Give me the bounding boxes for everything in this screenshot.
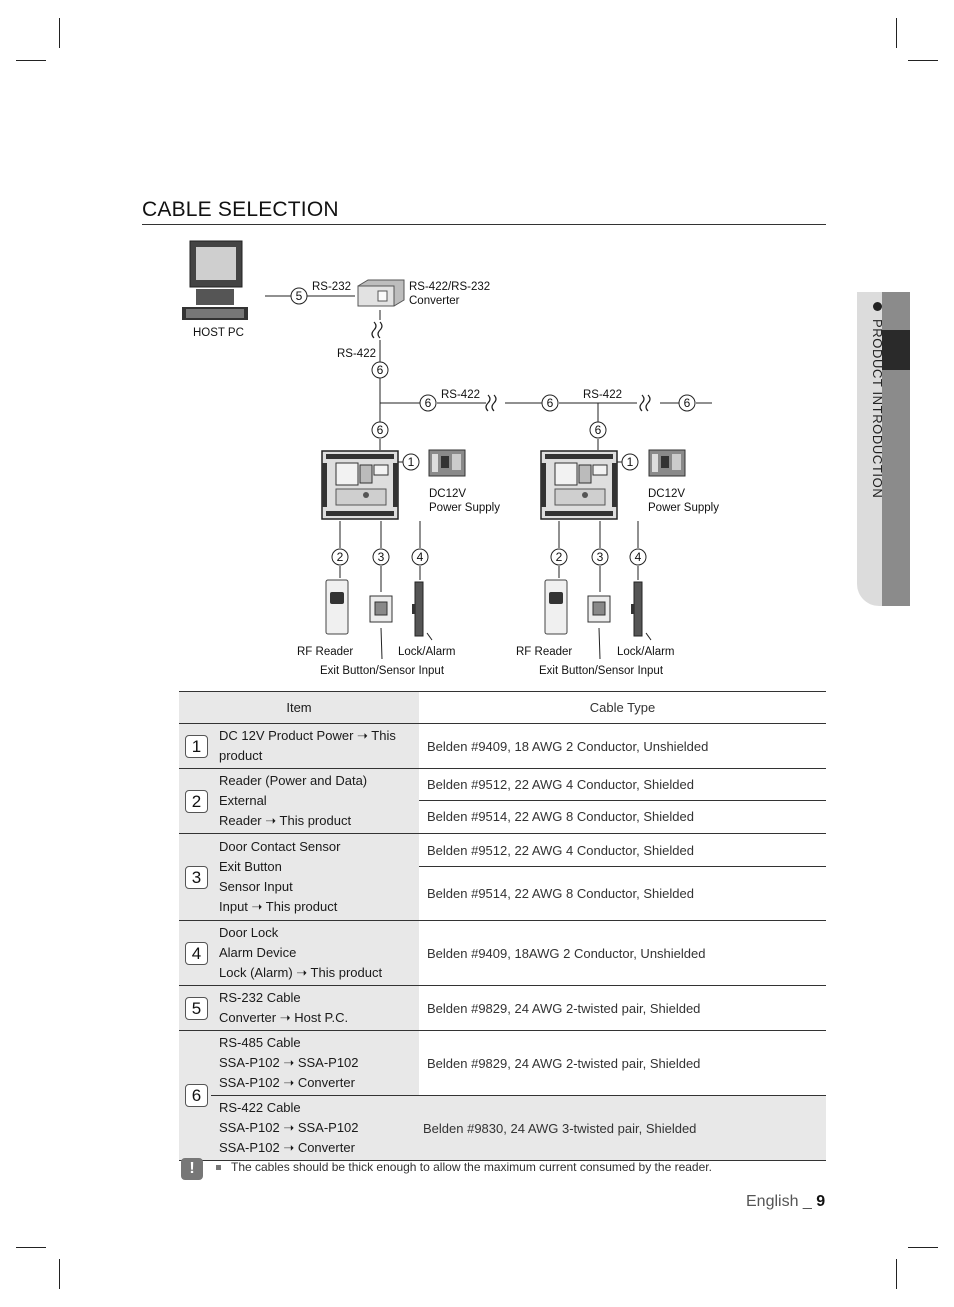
svg-text:6: 6 bbox=[424, 396, 432, 410]
table-row bbox=[179, 986, 826, 1031]
table-row bbox=[179, 1096, 826, 1161]
lock-icon bbox=[631, 582, 642, 636]
cable-type-cell: Belden #9514, 22 AWG 8 Conductor, Shielded bbox=[419, 800, 826, 833]
svg-text:5: 5 bbox=[295, 289, 303, 303]
item-number-badge: 1 bbox=[185, 735, 208, 758]
item-cell: Reader (Power and Data) External Reader ➝ This product bbox=[211, 769, 419, 834]
item-cell: Door Lock Alarm Device Lock (Alarm) ➝ This product bbox=[211, 921, 419, 986]
rs232-label: RS-232 bbox=[312, 281, 351, 293]
exit-button-label: Exit Button/Sensor Input bbox=[320, 665, 445, 677]
cable-type-cell: Belden #9829, 24 AWG 2-twisted pair, Shielded bbox=[419, 1031, 826, 1096]
item-number-badge: 5 bbox=[185, 997, 208, 1020]
power-supply-label: Power Supply bbox=[648, 502, 719, 514]
item-cell: RS-232 Cable Converter ➝ Host P.C. bbox=[211, 986, 419, 1031]
cable-type-cell: Belden #9512, 22 AWG 4 Conductor, Shielded bbox=[419, 769, 826, 801]
bullet-icon bbox=[216, 1165, 221, 1170]
controller-board-icon bbox=[322, 451, 398, 519]
cable-type-cell: Belden #9409, 18AWG 2 Conductor, Unshielded bbox=[419, 921, 826, 986]
converter-icon bbox=[358, 280, 404, 306]
svg-text:2: 2 bbox=[336, 550, 344, 564]
crop-mark bbox=[16, 1247, 46, 1248]
svg-text:6: 6 bbox=[683, 396, 691, 410]
item-number-badge: 2 bbox=[185, 790, 208, 813]
cable-type-cell: Belden #9514, 22 AWG 8 Conductor, Shielded bbox=[419, 867, 826, 921]
rs422-label: RS-422 bbox=[583, 389, 622, 401]
dc12v-label: DC12V bbox=[648, 488, 686, 500]
table-row bbox=[179, 1031, 826, 1096]
svg-text:4: 4 bbox=[416, 550, 424, 564]
svg-text:6: 6 bbox=[376, 423, 384, 437]
table-row bbox=[179, 769, 826, 801]
item-number-badge: 4 bbox=[185, 942, 208, 965]
controller-board-icon bbox=[541, 451, 617, 519]
host-pc-icon bbox=[182, 241, 248, 320]
page-title: CABLE SELECTION bbox=[142, 198, 826, 225]
marker-1 bbox=[622, 454, 638, 470]
rf-reader-label: RF Reader bbox=[297, 646, 354, 658]
section-tab-label: PRODUCT INTRODUCTION bbox=[870, 302, 885, 498]
marker-5 bbox=[291, 288, 307, 304]
table-header bbox=[179, 692, 826, 724]
note bbox=[216, 1160, 712, 1174]
item-number-badge: 3 bbox=[185, 866, 208, 889]
marker-6 bbox=[679, 395, 695, 411]
table-row bbox=[179, 724, 826, 769]
power-supply-icon bbox=[429, 450, 465, 476]
lock-icon bbox=[412, 582, 423, 636]
item-cell: DC 12V Product Power ➝ This product bbox=[211, 724, 419, 769]
item-cell: Door Contact Sensor Exit Button Sensor Input Input ➝ This product bbox=[211, 834, 419, 921]
rf-reader-icon bbox=[326, 580, 348, 634]
marker-6 bbox=[590, 422, 606, 438]
caution-icon: ! bbox=[181, 1158, 203, 1180]
note-text: The cables should be thick enough to allow the maximum current consumed by the reader. bbox=[231, 1160, 712, 1174]
marker-6 bbox=[372, 422, 388, 438]
rf-reader-icon bbox=[545, 580, 567, 634]
cable-type-cell: Belden #9409, 18 AWG 2 Conductor, Unshielded bbox=[419, 724, 826, 769]
lock-alarm-label: Lock/Alarm bbox=[398, 646, 456, 658]
svg-text:1: 1 bbox=[626, 455, 634, 469]
cable-type-cell: Belden #9829, 24 AWG 2-twisted pair, Shielded bbox=[419, 986, 826, 1031]
svg-text:6: 6 bbox=[594, 423, 602, 437]
cable-type-cell: Belden #9512, 22 AWG 4 Conductor, Shielded bbox=[419, 834, 826, 867]
table-row bbox=[179, 834, 826, 867]
cable-type-cell: Belden #9830, 24 AWG 3-twisted pair, Shielded bbox=[419, 1096, 826, 1161]
dc12v-label: DC12V bbox=[429, 488, 467, 500]
table-row bbox=[179, 921, 826, 986]
marker-3 bbox=[592, 549, 608, 565]
host-pc-label: HOST PC bbox=[193, 327, 244, 339]
svg-text:1: 1 bbox=[407, 455, 415, 469]
header-cable-type: Cable Type bbox=[419, 692, 826, 724]
exit-button-icon bbox=[370, 596, 392, 622]
crop-mark bbox=[896, 1259, 897, 1289]
power-supply-icon bbox=[649, 450, 685, 476]
crop-mark bbox=[908, 1247, 938, 1248]
svg-text:6: 6 bbox=[376, 363, 384, 377]
marker-6 bbox=[372, 362, 388, 378]
marker-4 bbox=[412, 549, 428, 565]
svg-text:3: 3 bbox=[377, 550, 385, 564]
marker-6 bbox=[542, 395, 558, 411]
crop-mark bbox=[59, 1259, 60, 1289]
svg-text:3: 3 bbox=[596, 550, 604, 564]
footer-language: English _ bbox=[746, 1193, 817, 1210]
converter-label-2: Converter bbox=[409, 295, 460, 307]
item-cell: RS-422 Cable SSA-P102 ➝ SSA-P102 SSA-P102 ➝ Converter bbox=[211, 1096, 419, 1161]
item-number-badge: 6 bbox=[185, 1084, 208, 1107]
marker-3 bbox=[373, 549, 389, 565]
power-supply-label: Power Supply bbox=[429, 502, 500, 514]
rs422-label: RS-422 bbox=[337, 348, 376, 360]
page-number: 9 bbox=[816, 1193, 826, 1210]
rf-reader-label: RF Reader bbox=[516, 646, 573, 658]
marker-4 bbox=[630, 549, 646, 565]
marker-6 bbox=[420, 395, 436, 411]
page-footer bbox=[746, 1193, 825, 1211]
item-cell: RS-485 Cable SSA-P102 ➝ SSA-P102 SSA-P102 ➝ Converter bbox=[211, 1031, 419, 1096]
converter-label-1: RS-422/RS-232 bbox=[409, 281, 491, 293]
svg-text:6: 6 bbox=[546, 396, 554, 410]
exit-button-label: Exit Button/Sensor Input bbox=[539, 665, 664, 677]
header-item: Item bbox=[179, 692, 419, 724]
lock-alarm-label: Lock/Alarm bbox=[617, 646, 675, 658]
cable-table bbox=[179, 691, 826, 1161]
svg-text:2: 2 bbox=[555, 550, 563, 564]
marker-2 bbox=[332, 549, 348, 565]
svg-text:4: 4 bbox=[634, 550, 642, 564]
marker-1 bbox=[403, 454, 419, 470]
rs422-label: RS-422 bbox=[441, 389, 480, 401]
exit-button-icon bbox=[588, 596, 610, 622]
marker-2 bbox=[551, 549, 567, 565]
